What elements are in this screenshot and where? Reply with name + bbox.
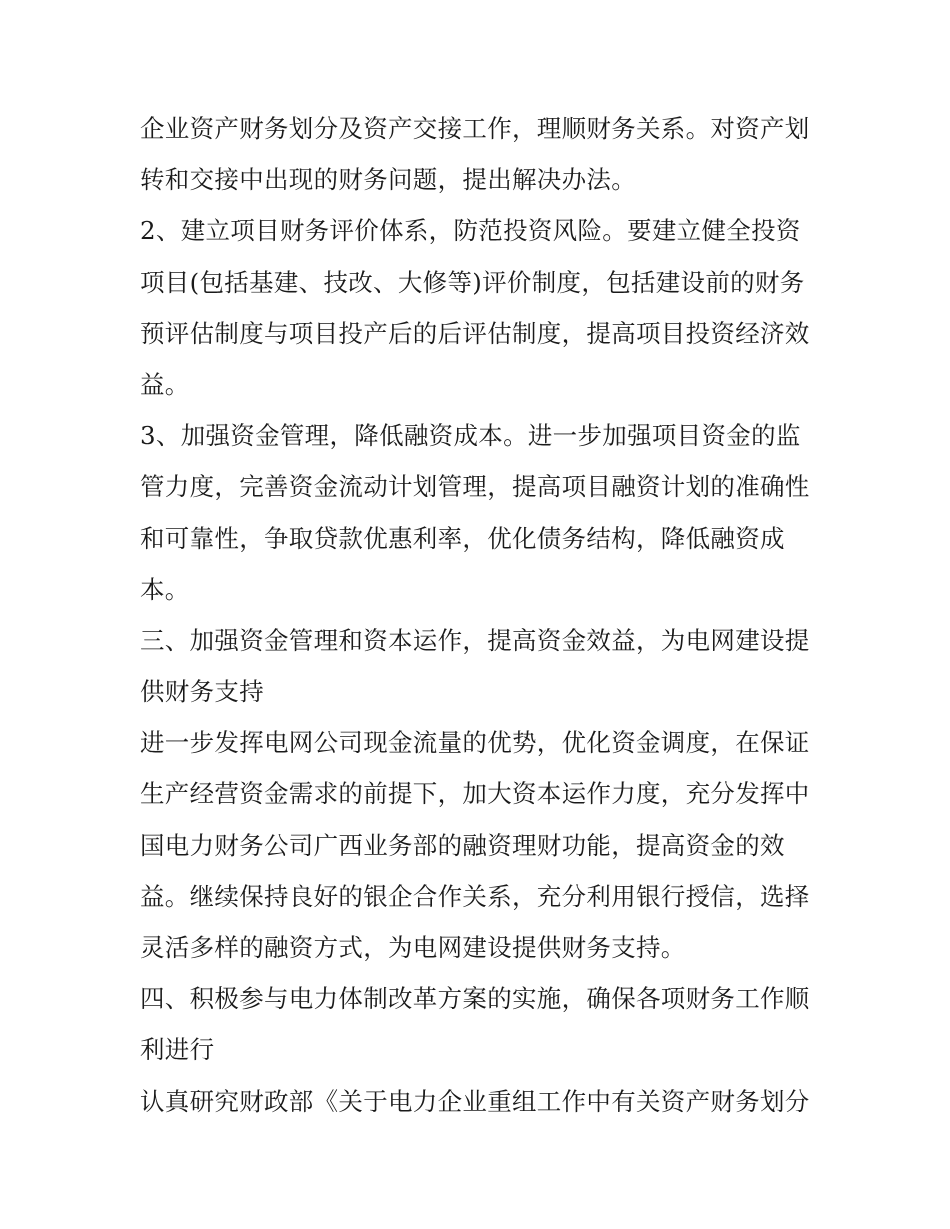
text-line: 项目(包括基建、技改、大修等)评价制度，包括建设前的财务: [140, 267, 805, 297]
text-line: 进一步发挥电网公司现金流量的优势，优化资金调度，在保证: [140, 728, 810, 758]
text-line: 认真研究财政部《关于电力企业重组工作中有关资产财务划分: [140, 1086, 810, 1116]
text-line: 管力度，完善资金流动计划管理，提高项目融资计划的准确性: [140, 472, 810, 502]
text-line: 本。: [140, 574, 190, 604]
text-line: 3、加强资金管理，降低融资成本。进一步加强项目资金的监: [140, 421, 801, 451]
text-line: 益。继续保持良好的银企合作关系，充分利用银行授信，选择: [140, 881, 810, 911]
section-heading-line: 供财务支持: [140, 677, 264, 707]
section-heading-line: 四、积极参与电力体制改革方案的实施，确保各项财务工作顺: [140, 984, 810, 1014]
text-line: 国电力财务公司广西业务部的融资理财功能，提高资金的效: [140, 830, 785, 860]
text-line: 转和交接中出现的财务问题，提出解决办法。: [140, 165, 636, 195]
section-heading-line: 利进行: [140, 1035, 215, 1065]
text-line: 企业资产财务划分及资产交接工作，理顺财务关系。对资产划: [140, 114, 810, 143]
text-line: 灵活多样的融资方式，为电网建设提供财务支持。: [140, 933, 686, 962]
section-heading-line: 三、加强资金管理和资本运作，提高资金效益，为电网建设提: [140, 625, 810, 655]
text-line: 生产经营资金需求的前提下，加大资本运作力度，充分发挥中: [140, 779, 810, 809]
text-line: 预评估制度与项目投产后的后评估制度，提高项目投资经济效: [140, 318, 810, 348]
document-body: [140, 103, 820, 1127]
text-line: 益。: [140, 369, 190, 399]
text-line: 和可靠性，争取贷款优惠利率，优化债务结构，降低融资成: [140, 523, 785, 553]
text-line: 2、建立项目财务评价体系，防范投资风险。要建立健全投资: [140, 216, 801, 246]
